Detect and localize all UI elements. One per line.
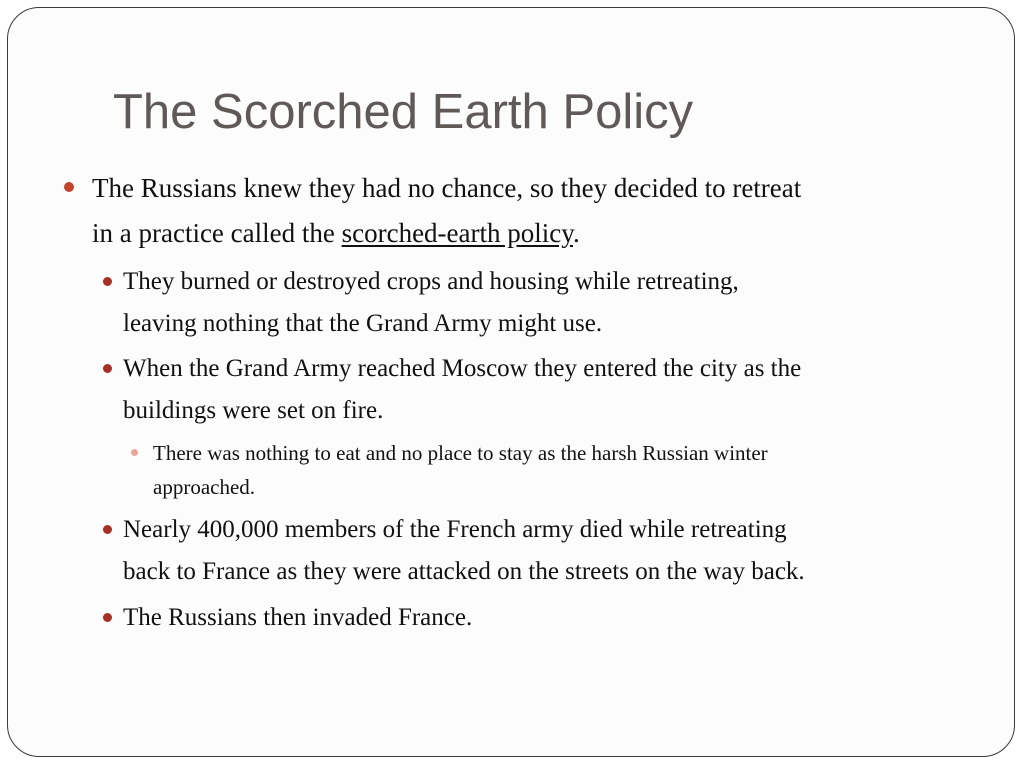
bullet-text-2 [123, 261, 739, 345]
bullet-text-1 [92, 166, 801, 256]
bullet-3-line-2: buildings were set on fire. [123, 397, 384, 424]
scorched-earth-policy-term: scorched-earth policy [341, 218, 573, 248]
bullet-text-5 [123, 509, 805, 593]
sub-sub-bullet-icon [131, 449, 138, 456]
sub-bullet-icon [103, 613, 112, 622]
slide-title: The Scorched Earth Policy [113, 85, 694, 139]
bullet-4-line-1: There was nothing to eat and no place to stay as the harsh Russian winter [153, 441, 768, 465]
bullet-text-6 [123, 597, 472, 639]
bullet-1-line-1: The Russians knew they had no chance, so they decided to retreat [92, 173, 802, 203]
bullet-1-suffix: . [573, 218, 580, 248]
bullet-1-line-2 [92, 211, 801, 256]
bullet-4-line-2: approached. [153, 475, 256, 499]
bullet-3-line-1: When the Grand Army reached Moscow they entered the city as the [123, 355, 802, 382]
bullet-5-line-1: Nearly 400,000 members of the French army died while retreating [123, 516, 787, 543]
bullet-2-line-2: leaving nothing that the Grand Army might use. [123, 310, 603, 337]
bullet-6-line-1: The Russians then invaded France. [123, 604, 473, 631]
bullet-5-line-2: back to France as they were attacked on the streets on the way back. [123, 558, 805, 585]
bullet-1-prefix: in a practice called the [92, 218, 342, 248]
bullet-text-4 [153, 436, 768, 504]
bullet-2-line-1: They burned or destroyed crops and housing while retreating, [123, 268, 739, 295]
bullet-text-3 [123, 348, 801, 432]
bullet-icon [64, 182, 74, 192]
sub-bullet-icon [103, 277, 112, 286]
sub-bullet-icon [103, 364, 112, 373]
sub-bullet-icon [103, 525, 112, 534]
